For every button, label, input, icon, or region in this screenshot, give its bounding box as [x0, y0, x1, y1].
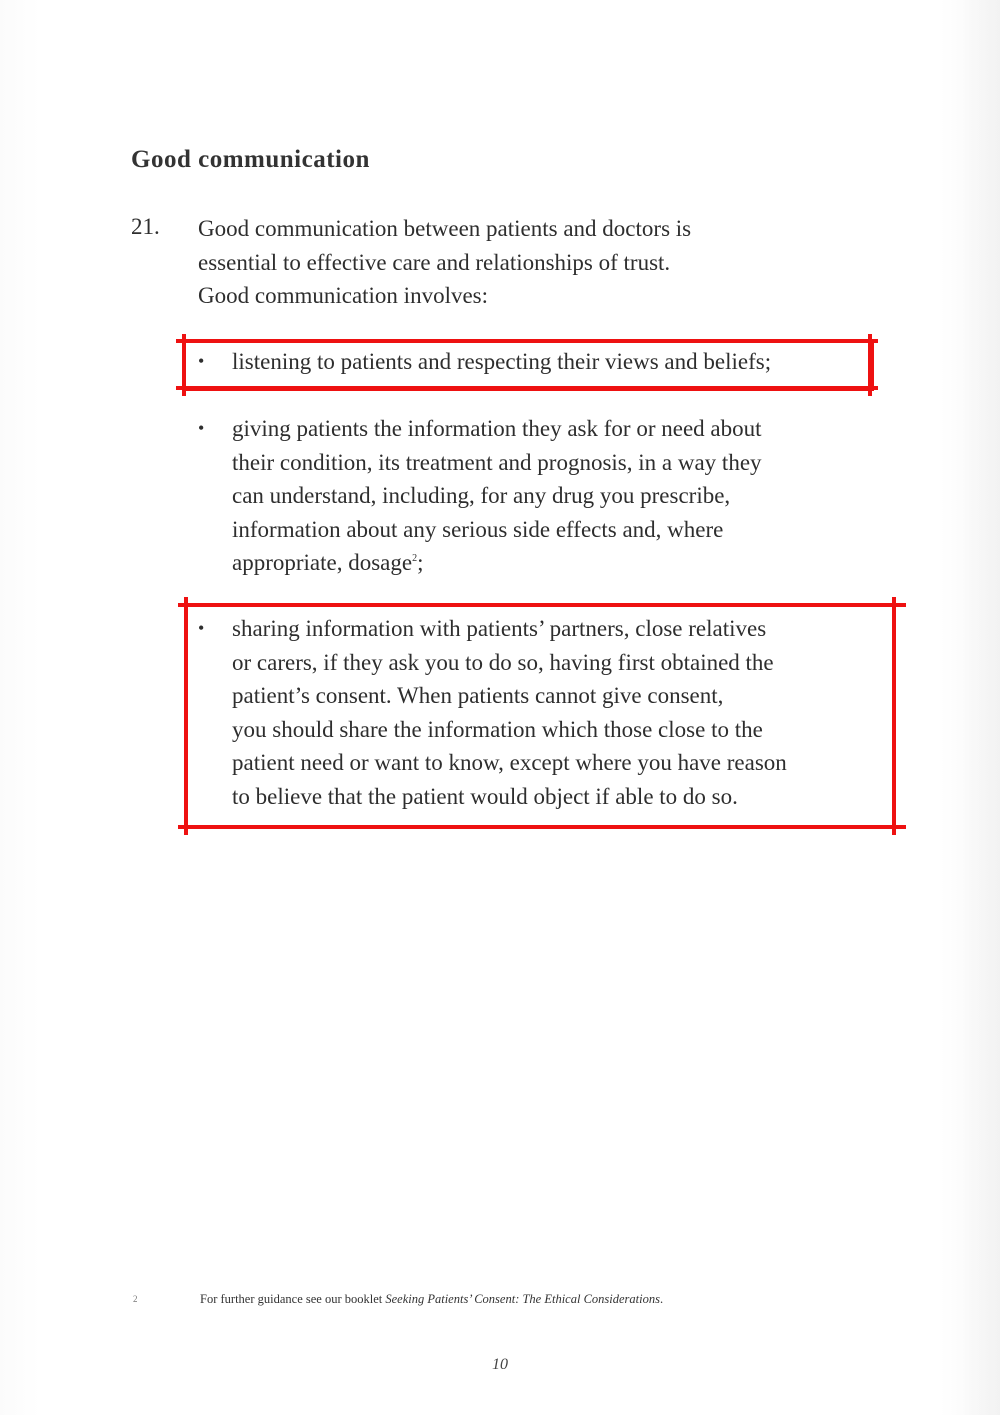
footnote-reference[interactable]: 2: [412, 553, 418, 564]
paragraph-number: 21.: [131, 214, 160, 239]
bullet-icon: •: [198, 418, 205, 438]
page-number: 10: [492, 1356, 508, 1373]
bullet-line-last: [232, 546, 762, 580]
bullet-line: appropriate, dosage: [232, 550, 413, 575]
footnote-booklet-title: Seeking Patients’ Consent: The Ethical Considerations: [385, 1292, 660, 1306]
bullet-line: to believe that the patient would object if able to do so.: [232, 783, 738, 809]
bullet-line: you should share the information which those close to the: [232, 716, 763, 742]
highlight-corner-tick: [176, 386, 878, 390]
bullet-line: or carers, if they ask you to do so, having first obtained the: [232, 649, 774, 675]
highlight-corner-tick: [178, 603, 906, 607]
bullet-line: patient need or want to know, except where you have reason: [232, 750, 787, 775]
section-heading: Good communication: [131, 146, 370, 173]
paragraph-line: Good communication involves:: [198, 283, 489, 308]
bullet-line: listening to patients and respecting their views and beliefs;: [232, 349, 772, 374]
bullet-line: patient’s consent. When patients cannot give consent,: [232, 683, 724, 708]
page-edge-shadow: [940, 0, 1000, 1415]
bullet-line: information about any serious side effects and, where: [232, 516, 724, 542]
paragraph-line: essential to effective care and relationships of trust.: [198, 249, 671, 275]
bullet-icon: •: [198, 351, 205, 371]
bullet-line: giving patients the information they ask for or need about: [232, 416, 762, 441]
paragraph-text: [198, 212, 798, 313]
bullet-line: can understand, including, for any drug you prescribe,: [232, 483, 731, 508]
bullet-trailing-punctuation: ;: [417, 550, 424, 575]
footnote-mark: 2: [133, 1294, 138, 1304]
bullet-line: their condition, its treatment and prognosis, in a way they: [232, 449, 762, 475]
highlight-corner-tick: [184, 597, 188, 835]
highlight-corner-tick: [892, 597, 896, 835]
bullet-icon: •: [198, 618, 205, 638]
footnote-text: [200, 1292, 663, 1307]
footnote-suffix: .: [659, 1292, 664, 1306]
highlight-corner-tick: [178, 825, 906, 829]
bullet-line: sharing information with patients’ partners, close relatives: [232, 616, 767, 641]
highlight-box-listening: [182, 339, 874, 391]
footnote-prefix: For further guidance see our booklet: [200, 1292, 386, 1306]
highlight-corner-tick: [176, 339, 878, 343]
bullet-text: [232, 412, 762, 580]
highlight-box-sharing: [184, 603, 896, 829]
paragraph-line: Good communication between patients and doctors is: [198, 216, 692, 241]
